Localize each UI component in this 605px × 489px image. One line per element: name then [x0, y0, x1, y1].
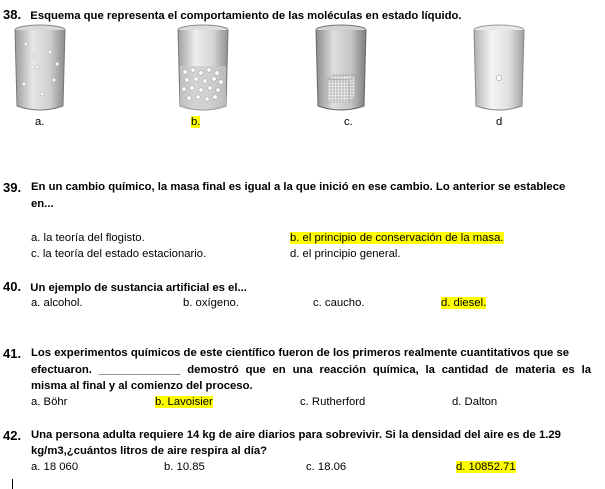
option-39-a[interactable]: a. la teoría del flogisto. [31, 232, 145, 244]
option-41-d[interactable]: d. Dalton [452, 396, 498, 408]
question-text-cont: kg/m3,¿cuántos litros de aire respira al día? [31, 445, 268, 457]
option-42-c[interactable]: c. 18.06 [306, 461, 347, 473]
option-40-c[interactable]: c. caucho. [313, 297, 365, 309]
question-text: Una persona adulta requiere 14 kg de aire diarios para sobrevivir. Si la densidad del aire es de 1.29 [31, 429, 561, 441]
option-40-d[interactable]: d. diesel. [441, 297, 487, 309]
option-39-b[interactable]: b. el principio de conservación de la masa. [290, 232, 504, 244]
question-text: Esquema que representa el comportamiento de las moléculas en estado líquido. [30, 10, 462, 22]
question-number: 38. [3, 7, 22, 22]
option-38-d[interactable]: d [496, 116, 503, 128]
question-number: 42. [3, 428, 22, 443]
question-text: Un ejemplo de sustancia artificial es el... [30, 282, 247, 294]
liquid-beaker-icon [175, 22, 231, 114]
question-number: 39. [3, 180, 22, 195]
text-cursor [12, 479, 13, 489]
option-41-c[interactable]: c. Rutherford [300, 396, 366, 408]
single-particle-beaker-icon [471, 22, 527, 114]
option-39-d[interactable]: d. el principio general. [290, 248, 401, 260]
option-38-b[interactable]: b. [191, 116, 201, 128]
question-text-cont: efectuaron. _____________ demostró que en una reacción química, la cantidad de materia es la [31, 364, 591, 376]
option-41-a[interactable]: a. Böhr [31, 396, 68, 408]
option-38-a[interactable]: a. [35, 116, 45, 128]
option-41-b[interactable]: b. Lavoisier [155, 396, 213, 408]
question-number: 41. [3, 346, 22, 361]
option-39-c[interactable]: c. la teoría del estado estacionario. [31, 248, 207, 260]
option-42-b[interactable]: b. 10.85 [164, 461, 205, 473]
question-38 [3, 7, 462, 22]
option-42-d[interactable]: d. 10852.71 [456, 461, 516, 473]
option-38-c[interactable]: c. [344, 116, 353, 128]
solid-beaker-icon [313, 22, 369, 114]
option-40-b[interactable]: b. oxígeno. [183, 297, 239, 309]
question-40 [3, 279, 247, 294]
gas-beaker-icon [12, 22, 68, 114]
option-42-a[interactable]: a. 18 060 [31, 461, 79, 473]
question-text-cont: en... [31, 198, 54, 210]
question-text: En un cambio químico, la masa final es igual a la que inició en ese cambio. Lo anterior se establece [31, 181, 566, 193]
question-text: Los experimentos químicos de este científico fueron de los primeros realmente cuantitativos que se [31, 347, 570, 359]
option-40-a[interactable]: a. alcohol. [31, 297, 83, 309]
question-text-cont: misma al final y al comienzo del proceso. [31, 380, 253, 392]
question-number: 40. [3, 279, 22, 294]
